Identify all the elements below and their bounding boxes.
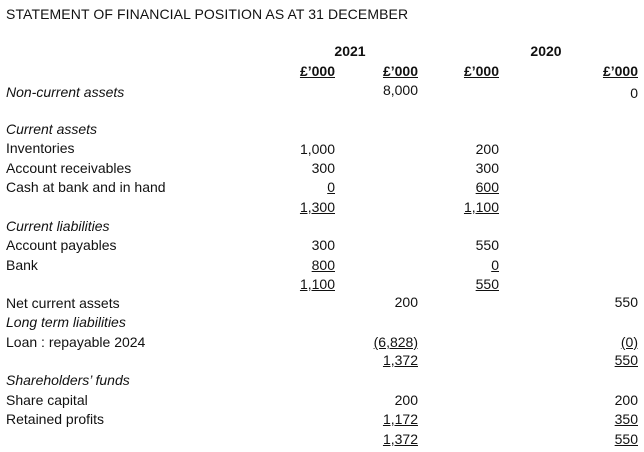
- column-header-2021-a: £’000: [299, 63, 335, 79]
- noncurrent-assets-2020: 0: [630, 85, 638, 101]
- year-2020-heading: 2020: [530, 43, 562, 59]
- retained-profits-2021: 1,172: [382, 411, 418, 427]
- current-liabilities-total-2020: 550: [475, 276, 499, 292]
- inventories-2020: 200: [475, 141, 499, 157]
- net-current-assets-2021: 200: [394, 294, 418, 310]
- statement-title: STATEMENT OF FINANCIAL POSITION AS AT 31 DECEMBER: [6, 6, 409, 22]
- long-term-liabilities-heading: Long term liabilities: [6, 314, 126, 330]
- share-capital-2020: 200: [614, 392, 638, 408]
- current-assets-heading: Current assets: [6, 121, 98, 137]
- share-capital-2021: 200: [394, 392, 418, 408]
- receivables-2021: 300: [311, 160, 335, 176]
- payables-label: Account payables: [6, 237, 117, 253]
- shareholders-funds-total-2021: 1,372: [382, 431, 418, 447]
- current-liabilities-heading: Current liabilities: [6, 218, 110, 234]
- loan-2021: (6,828): [373, 334, 418, 350]
- cash-2021: 0: [327, 179, 335, 195]
- receivables-2020: 300: [475, 160, 499, 176]
- cash-2020: 600: [475, 179, 499, 195]
- net-current-assets-label: Net current assets: [6, 295, 120, 311]
- noncurrent-assets-label: Non-current assets: [6, 84, 125, 100]
- retained-profits-label: Retained profits: [6, 411, 105, 427]
- shareholders-funds-heading: Shareholders’ funds: [6, 372, 130, 388]
- bank-2021: 800: [311, 257, 335, 273]
- payables-2021: 300: [311, 237, 335, 253]
- bank-2020: 0: [491, 257, 499, 273]
- net-assets-total-2020: 550: [614, 352, 638, 368]
- column-header-2020-b: £’000: [602, 63, 638, 79]
- shareholders-funds-total-2020: 550: [614, 431, 638, 447]
- receivables-label: Account receivables: [6, 160, 132, 176]
- current-assets-total-2021: 1,300: [299, 199, 335, 215]
- retained-profits-2020: 350: [614, 411, 638, 427]
- year-2021-heading: 2021: [334, 43, 366, 59]
- share-capital-label: Share capital: [6, 392, 88, 408]
- payables-2020: 550: [475, 237, 499, 253]
- bank-label: Bank: [6, 257, 38, 273]
- cash-label: Cash at bank and in hand: [6, 179, 166, 195]
- net-assets-total-2021: 1,372: [382, 352, 418, 368]
- loan-2020: (0): [620, 334, 638, 350]
- column-header-2021-b: £’000: [382, 63, 418, 79]
- inventories-2021: 1,000: [299, 141, 335, 157]
- inventories-label: Inventories: [6, 140, 75, 156]
- net-current-assets-2020: 550: [614, 294, 638, 310]
- current-assets-total-2020: 1,100: [463, 199, 499, 215]
- noncurrent-assets-2021: 8,000: [382, 82, 418, 98]
- column-header-2020-a: £’000: [463, 63, 499, 79]
- loan-label: Loan : repayable 2024: [6, 334, 146, 350]
- current-liabilities-total-2021: 1,100: [299, 276, 335, 292]
